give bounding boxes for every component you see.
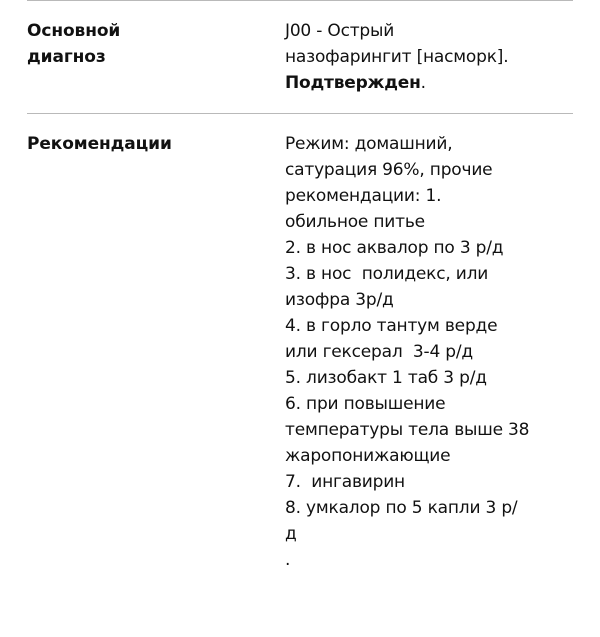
recommendations-label: Рекомендации <box>27 134 172 154</box>
medical-record-section <box>27 0 573 573</box>
diagnosis-label <box>27 18 285 70</box>
diagnosis-status-line <box>285 70 573 96</box>
recommendation-line: 8. умкалор по 5 капли 3 р/ <box>285 498 518 518</box>
recommendation-line: 5. лизобакт 1 таб 3 р/д <box>285 368 487 388</box>
recommendation-line: 7. ингавирин <box>285 472 405 492</box>
recommendation-line: Режим: домашний, <box>285 134 453 154</box>
recommendation-line: 3. в нос полидекс, или <box>285 264 489 284</box>
recommendation-line: 6. при повышение <box>285 394 446 414</box>
diagnosis-status: Подтвержден <box>285 73 421 93</box>
recommendation-line: . <box>285 550 291 570</box>
recommendation-line: или гексерал 3-4 р/д <box>285 342 473 362</box>
recommendation-line: д <box>285 524 297 544</box>
diagnosis-code-line: J00 - Острый <box>285 21 395 41</box>
recommendation-line: температуры тела выше 38 <box>285 420 530 440</box>
recommendation-line: жаропонижающие <box>285 446 451 466</box>
recommendation-line: рекомендации: 1. <box>285 186 442 206</box>
recommendation-line: 4. в горло тантум верде <box>285 316 498 336</box>
recommendation-line: изофра 3р/д <box>285 290 394 310</box>
recommendation-line: сатурация 96%, прочие <box>285 160 493 180</box>
recommendation-line: 2. в нос аквалор по 3 р/д <box>285 238 504 258</box>
diagnosis-row <box>27 1 573 113</box>
diagnosis-status-suffix: . <box>420 73 426 93</box>
diagnosis-value <box>285 18 573 96</box>
recommendation-line: обильное питье <box>285 212 425 232</box>
diagnosis-name-line: назофарингит [насморк]. <box>285 47 509 67</box>
diagnosis-label-line-2: диагноз <box>27 47 106 67</box>
recommendations-value <box>285 131 573 573</box>
recommendations-row <box>27 114 573 573</box>
diagnosis-label-line-1: Основной <box>27 21 121 41</box>
